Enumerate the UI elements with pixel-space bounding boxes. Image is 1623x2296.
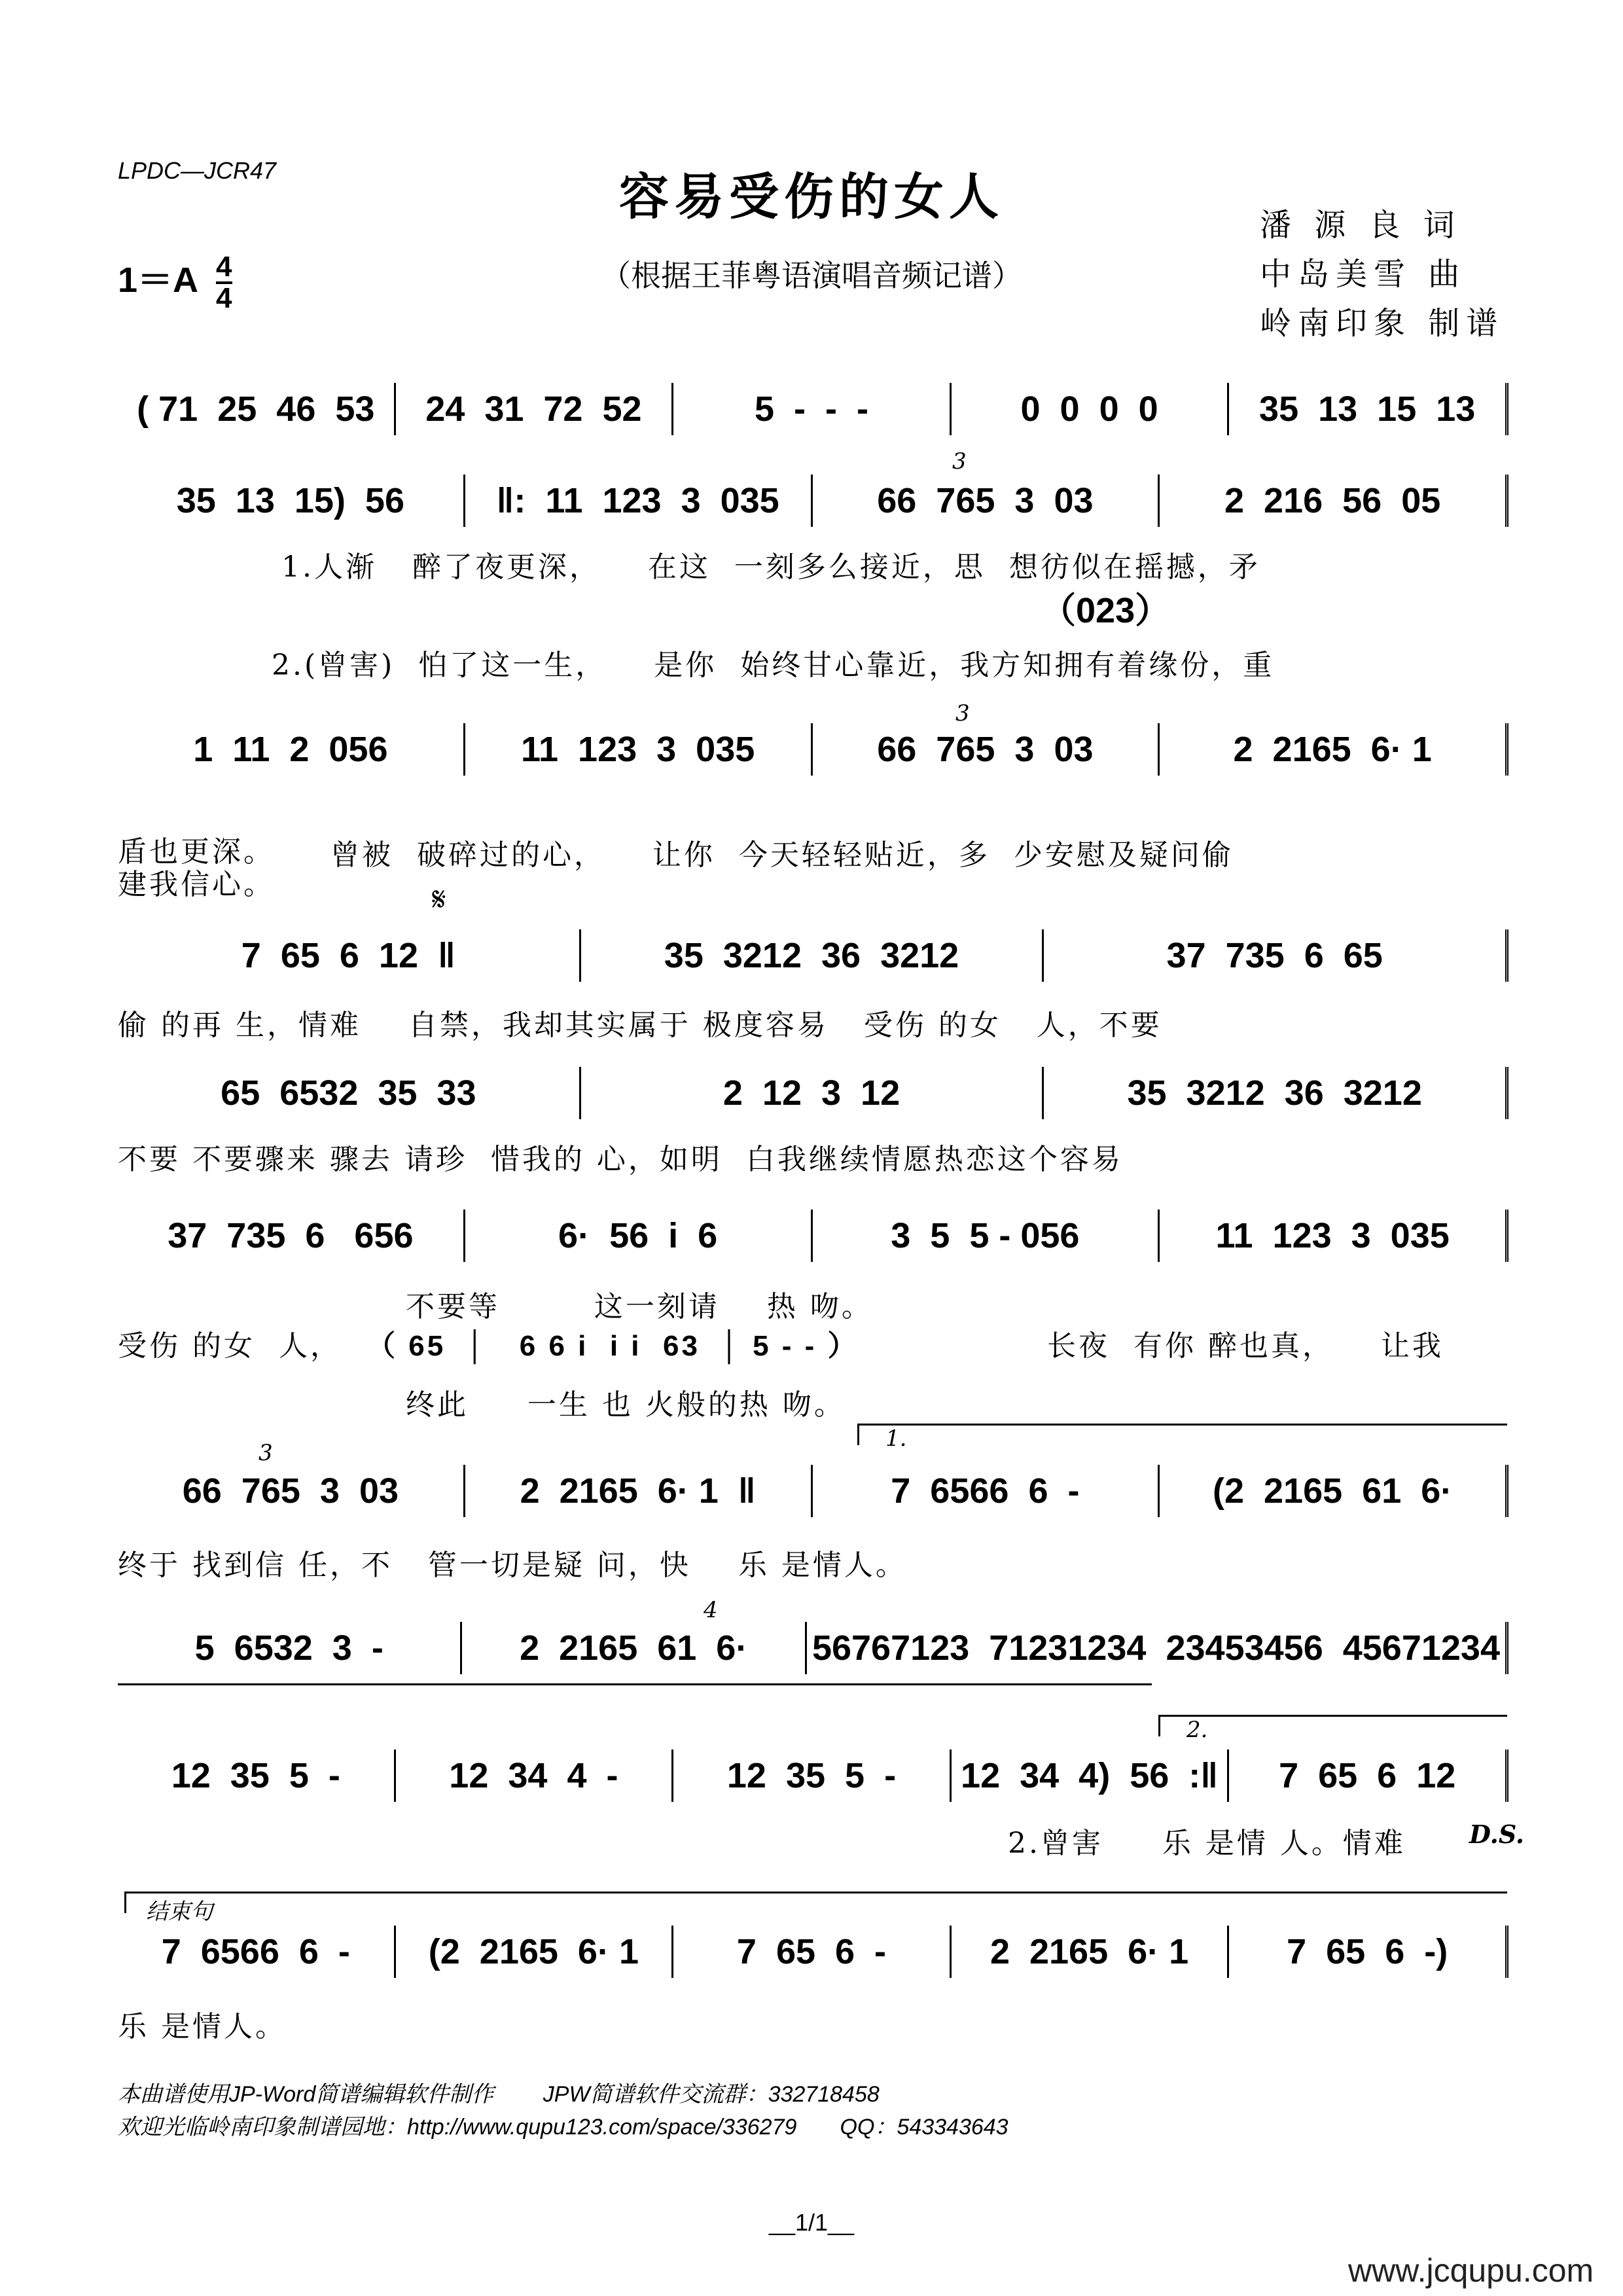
quadruplet-mark: 4 — [704, 1597, 718, 1623]
measure: 2 2165 6· 1 — [1160, 723, 1508, 776]
score-row — [118, 1619, 1508, 1677]
score-code: LPDC—JCR47 — [118, 157, 277, 184]
measure: 11 123 3 035 — [1160, 1210, 1508, 1262]
key-text: 1＝A — [118, 260, 198, 300]
measure: 66 765 3 03 — [813, 723, 1160, 776]
measure: 2 2165 6· 1 ‖ — [465, 1465, 813, 1517]
lyric-line5b: 长夜 有你 醉也真， 让我 — [1047, 1329, 1444, 1363]
lyric-line5a: 受伤 的女 人， — [118, 1329, 342, 1363]
triplet-mark: 3 — [259, 1440, 273, 1466]
measure: 35 13 15) 56 — [118, 475, 465, 527]
segno-sign: 𝄋 — [432, 880, 446, 918]
score-row — [118, 471, 1508, 530]
measure: 7 65 6 -) — [1229, 1926, 1508, 1978]
measure: 35 3212 36 3212 — [1044, 1067, 1508, 1119]
score-row — [118, 1064, 1508, 1122]
lyric-line3: 偷 的再 生，情难 自禁，我却其实属于 极度容易 受伤 的女 人，不要 — [118, 1009, 1162, 1042]
watermark: www.jcqupu.com — [1348, 2252, 1594, 2289]
measure: 37 735 6 656 — [118, 1210, 465, 1262]
measure: 3 5 5 - 056 — [813, 1210, 1160, 1262]
measure: 12 34 4 - — [396, 1749, 674, 1802]
lyric-line2-shared: 曾被 破碎过的心， 让你 今天轻轻贴近，多 少安慰及疑问偷 — [330, 838, 1234, 872]
volta-line — [118, 1683, 1152, 1685]
lyric-line6: 终于 找到信 任，不 管一切是疑 问，快 乐 是情人。 — [118, 1549, 907, 1582]
lyric-verse1-line2: 盾也更深。 — [118, 835, 275, 869]
measure: 65 6532 35 33 — [118, 1067, 581, 1119]
measure: 12 34 4) 56 :‖ — [952, 1749, 1230, 1802]
score-row — [118, 1922, 1508, 1981]
measure: (2 2165 6· 1 — [396, 1926, 674, 1978]
measure: 2 12 3 12 — [581, 1067, 1044, 1119]
score-row — [118, 720, 1508, 779]
page-number: __1/1__ — [768, 2209, 855, 2236]
measure: 11 123 3 035 — [465, 723, 813, 776]
measure: 56767123 71231234 23453456 45671234 — [807, 1622, 1508, 1674]
measure: 66 765 3 03 — [118, 1465, 465, 1517]
lyric-line8: 2.曾害 乐 是情 人。情难 — [1008, 1827, 1406, 1860]
triplet-mark: 3 — [955, 700, 970, 726]
volta-1-label: 1. — [885, 1426, 907, 1452]
volta-2-label: 2. — [1186, 1717, 1208, 1743]
measure: 35 13 15 13 — [1229, 383, 1508, 435]
song-title: 容易受伤的女人 — [619, 168, 1004, 226]
score-row — [118, 1462, 1508, 1520]
pickup-notes: （023） — [1041, 591, 1171, 630]
measure: 7 65 6 12 — [1229, 1749, 1508, 1802]
score-row — [118, 926, 1508, 985]
measure: 5 6532 3 - — [118, 1622, 462, 1674]
score-row — [118, 380, 1508, 439]
lyricist: 潘 源 良 词 — [1260, 207, 1461, 243]
lyric-line5-inner-notes: （ 65 │ 6 6 i i i 63 │ 5 - - ） — [366, 1330, 859, 1362]
measure: 2 2165 6· 1 — [952, 1926, 1230, 1978]
measure: 7 65 6 12 ‖ — [118, 929, 581, 982]
footer-line1: 本曲谱使用JP-Word简谱编辑软件制作 JPW简谱软件交流群：332718458 — [118, 2082, 880, 2107]
time-bottom: 4 — [216, 281, 232, 314]
volta-2-bracket — [1158, 1715, 1507, 1743]
subtitle: （根据王菲粤语演唱音频记谱） — [601, 258, 1022, 293]
measure: 12 35 5 - — [673, 1749, 952, 1802]
measure: 7 6566 6 - — [813, 1465, 1160, 1517]
coda-bracket — [124, 1892, 1507, 1925]
measure: 66 765 3 03 — [813, 475, 1160, 527]
lyric-verse1-line1: 1.人渐 醉了夜更深， 在这 一刻多么接近，思 想彷似在摇撼，矛 — [281, 550, 1260, 584]
lyric-verse2-line1: 2.(曾害) 怕了这一生， 是你 始终甘心靠近，我方知拥有着缘份，重 — [272, 649, 1275, 682]
measure: 2 2165 61 6· — [462, 1622, 806, 1674]
measure: ‖: 11 123 3 035 — [465, 475, 813, 527]
lyric-line4: 不要 不要骤来 骤去 请珍 惜我的 心，如明 白我继续情愿热恋这个容易 — [118, 1143, 1123, 1176]
coda-label: 结束句 — [146, 1899, 213, 1925]
volta-1-bracket — [857, 1424, 1507, 1452]
lyric-line9: 乐 是情人。 — [118, 2010, 287, 2043]
measure: ( 71 25 46 53 — [118, 383, 396, 435]
measure: (2 2165 61 6· — [1160, 1465, 1508, 1517]
time-signature — [216, 250, 232, 314]
time-top: 4 — [216, 250, 232, 283]
measure: 1 11 2 056 — [118, 723, 465, 776]
score-row — [118, 1746, 1508, 1805]
composer: 中岛美雪 曲 — [1260, 256, 1467, 293]
measure: 5 - - - — [673, 383, 952, 435]
measure: 35 3212 36 3212 — [581, 929, 1044, 982]
arranger: 岭南印象 制谱 — [1260, 305, 1505, 342]
footer-line2: 欢迎光临岭南印象制谱园地：http://www.qupu123.com/space/336279 QQ：543343643 — [118, 2115, 1008, 2140]
measure: 6· 56 i 6 — [465, 1210, 813, 1262]
measure: 7 6566 6 - — [118, 1926, 396, 1978]
measure: 37 735 6 65 — [1044, 929, 1508, 982]
lyric-verse2-line2: 建我信心。 — [118, 868, 275, 901]
score-row — [118, 1206, 1508, 1265]
lyric-line5-top: 不要等 这一刻请 热 吻。 — [406, 1290, 873, 1323]
key-signature — [118, 252, 232, 313]
triplet-mark: 3 — [952, 448, 967, 475]
measure: 0 0 0 0 — [952, 383, 1230, 435]
measure: 12 35 5 - — [118, 1749, 396, 1802]
ds-mark: D.S. — [1469, 1820, 1525, 1849]
lyric-line5-bottom: 终此 一生 也 火般的热 吻。 — [406, 1388, 846, 1422]
measure: 7 65 6 - — [673, 1926, 952, 1978]
measure: 24 31 72 52 — [396, 383, 674, 435]
measure: 2 216 56 05 — [1160, 475, 1508, 527]
